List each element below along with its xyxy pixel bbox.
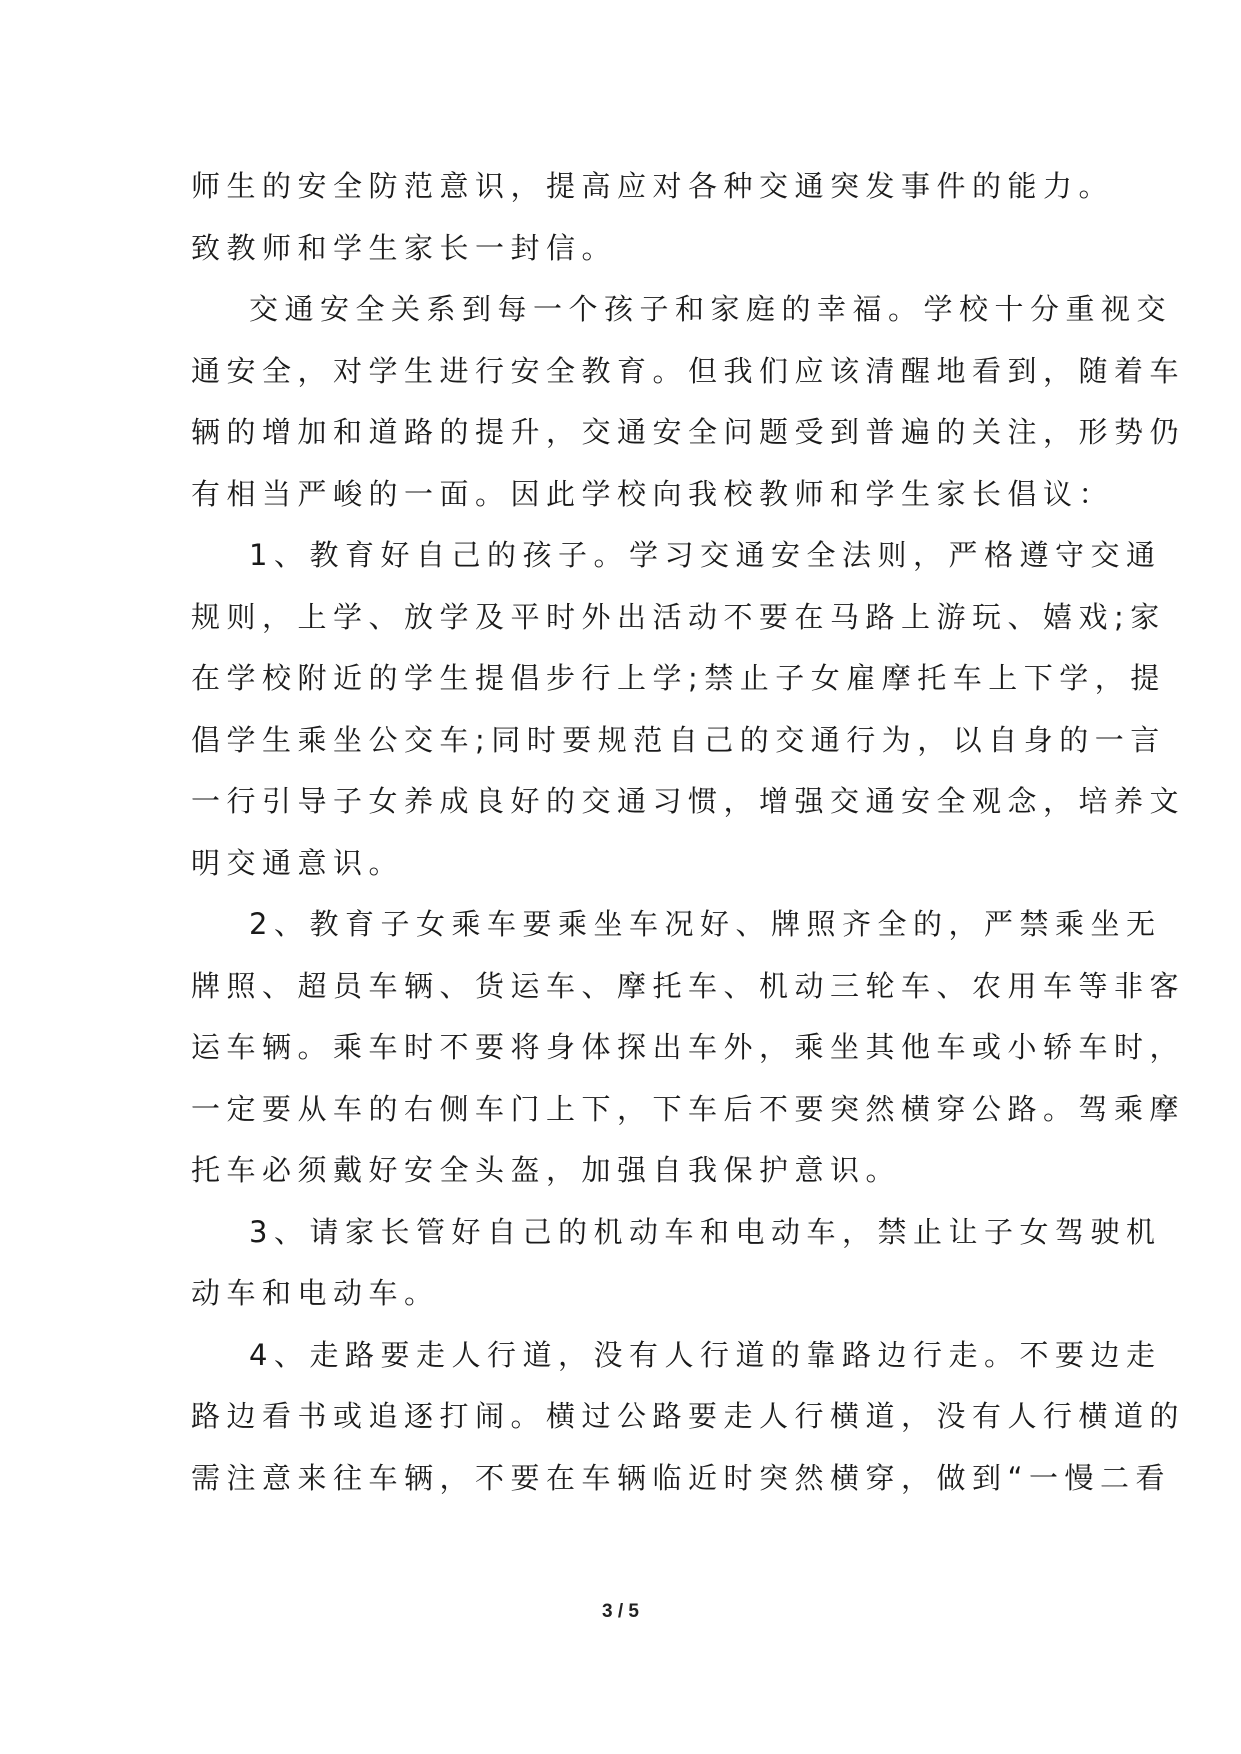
item-1-line: 1、教育好自己的孩子。学习交通安全法则，严格遵守交通 [249,538,1162,572]
paragraph-intro-line: 交通安全关系到每一个孩子和家庭的幸福。学校十分重视交 [249,292,1173,326]
item-4-line: 路边看书或追逐打闹。横过公路要走人行横道，没有人行横道的 [191,1399,1186,1433]
item-1-line: 倡学生乘坐公交车;同时要规范自己的交通行为，以自身的一言 [191,722,1166,757]
item-3-line: 动车和电动车。 [191,1276,440,1310]
item-2-line: 2、教育子女乘车要乘坐车况好、牌照齐全的，严禁乘坐无 [249,907,1162,941]
page-number: 3 / 5 [602,1601,639,1622]
document-body [191,156,1186,1509]
item-2-line: 托车必须戴好安全头盔，加强自我保护意识。 [191,1153,902,1187]
text-line: 师生的安全防范意识，提高应对各种交通突发事件的能力。 [191,169,1115,203]
paragraph-intro-line: 通安全，对学生进行安全教育。但我们应该清醒地看到，随着车 [191,353,1186,388]
item-1-line: 明交通意识。 [191,845,405,880]
item-2-line: 运车辆。乘车时不要将身体探出车外，乘坐其他车或小轿车时， [191,1030,1186,1064]
item-1-line: 规则，上学、放学及平时外出活动不要在马路上游玩、嬉戏;家 [191,599,1166,634]
letter-heading: 致教师和学生家长一封信。 [191,230,618,265]
paragraph-intro-line: 有相当严峻的一面。因此学校向我校教师和学生家长倡议： [191,476,1115,511]
item-1-line: 在学校附近的学生提倡步行上学;禁止子女雇摩托车上下学，提 [191,661,1166,695]
item-1-line: 一行引导子女养成良好的交通习惯，增强交通安全观念，培养文 [191,784,1186,818]
paragraph-intro-line: 辆的增加和道路的提升，交通安全问题受到普遍的关注，形势仍 [191,415,1186,449]
item-2-line: 一定要从车的右侧车门上下，下车后不要突然横穿公路。驾乘摩 [191,1091,1186,1126]
item-4-line: 需注意来往车辆，不要在车辆临近时突然横穿，做到“一慢二看 [191,1460,1172,1495]
item-2-line: 牌照、超员车辆、货运车、摩托车、机动三轮车、农用车等非客 [191,968,1186,1003]
item-4-line: 4、走路要走人行道，没有人行道的靠路边行走。不要边走 [249,1337,1162,1372]
item-3-line: 3、请家长管好自己的机动车和电动车，禁止让子女驾驶机 [249,1214,1162,1249]
